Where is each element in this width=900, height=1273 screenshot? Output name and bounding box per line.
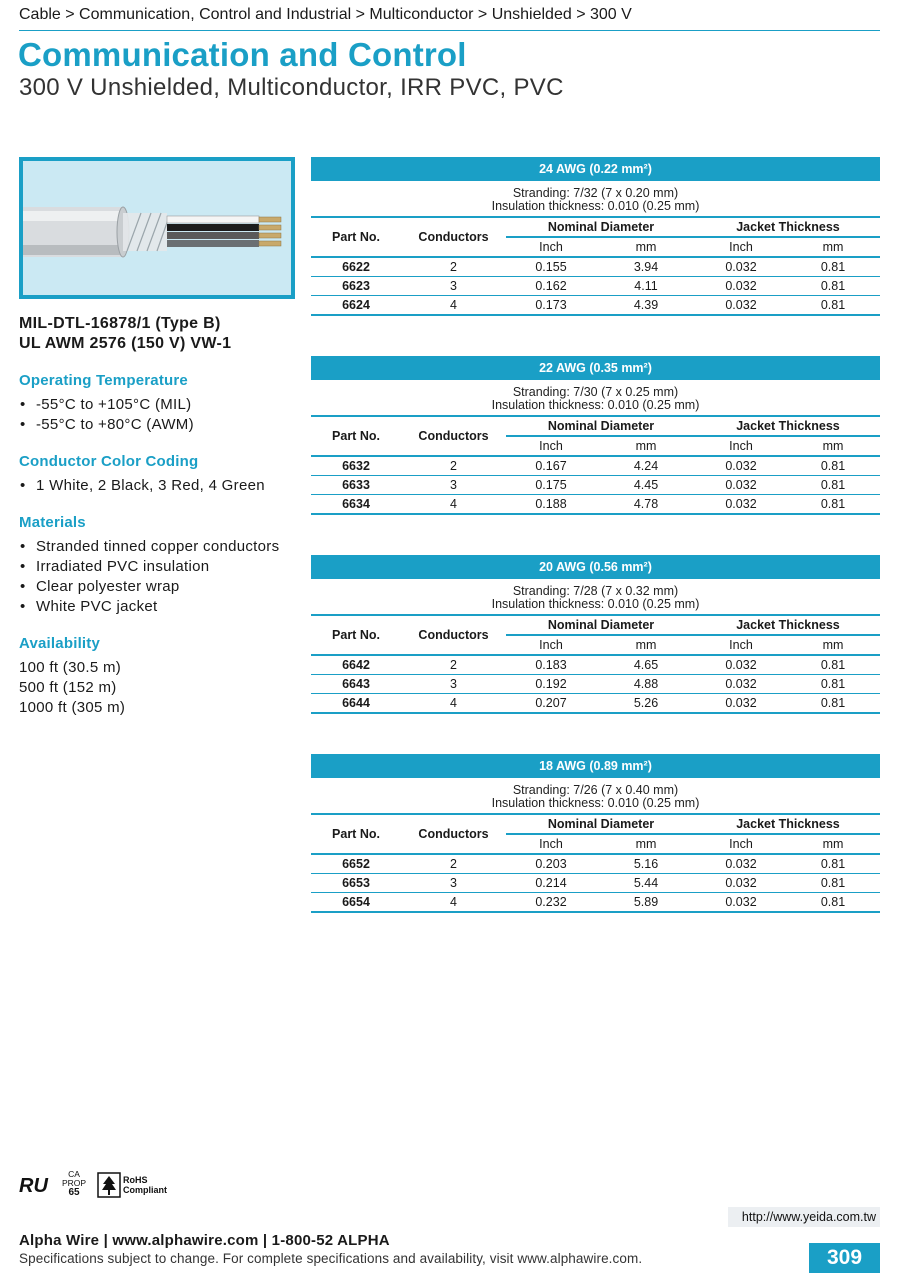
header-mm: mm — [822, 240, 844, 254]
spec-table — [311, 415, 880, 515]
table-cell: 0.032 — [696, 476, 786, 495]
table-cell: 0.032 — [696, 495, 786, 515]
table-cell: 0.032 — [696, 874, 786, 893]
part-number-cell: 6652 — [311, 854, 401, 874]
table-cell: 5.44 — [596, 874, 696, 893]
table-cell: 2 — [401, 854, 506, 874]
operating-temperature-list — [19, 395, 299, 435]
header-jacket-thickness: Jacket Thickness — [696, 416, 880, 436]
table-cell: 4 — [401, 296, 506, 316]
header-conductors: Conductors — [401, 814, 506, 854]
spec-mil: MIL-DTL-16878/1 (Type B) — [19, 315, 221, 332]
insulation-text: Insulation thickness: 0.010 (0.25 mm) — [491, 796, 700, 810]
list-item: • Irradiated PVC insulation — [19, 557, 299, 577]
header-part-no: Part No. — [311, 416, 401, 456]
table-cell: 0.203 — [506, 854, 596, 874]
table-cell: 3 — [401, 277, 506, 296]
table-cell: 4.88 — [596, 675, 696, 694]
svg-text:RU: RU — [19, 1175, 48, 1196]
table-cell: 4 — [401, 893, 506, 913]
operating-temperature-heading: Operating Temperature — [19, 372, 188, 389]
rohs-compliant-mark: RoHS Compliant — [97, 1172, 169, 1200]
table-cell: 0.81 — [786, 476, 880, 495]
table-cell: 0.81 — [786, 655, 880, 675]
header-mm: mm — [635, 638, 657, 652]
awg-table — [311, 754, 880, 913]
color-coding-list — [19, 476, 299, 496]
table-row — [311, 874, 880, 893]
table-cell: 0.81 — [786, 675, 880, 694]
table-cell: 3 — [401, 675, 506, 694]
spec-ul: UL AWM 2576 (150 V) VW-1 — [19, 335, 232, 352]
header-mm: mm — [635, 240, 657, 254]
table-cell: 0.175 — [506, 476, 596, 495]
spec-sidebar — [19, 314, 299, 718]
list-item: • -55°C to +80°C (AWM) — [19, 415, 299, 435]
table-row — [311, 476, 880, 495]
table-cell: 0.155 — [506, 257, 596, 277]
part-number-cell: 6632 — [311, 456, 401, 476]
spec-table — [311, 813, 880, 913]
list-item: • 1 White, 2 Black, 3 Red, 4 Green — [19, 476, 299, 496]
table-cell: 0.207 — [506, 694, 596, 714]
table-title: 24 AWG (0.22 mm²) — [311, 157, 880, 181]
table-note — [311, 380, 880, 415]
list-item: 1000 ft (305 m) — [19, 699, 126, 716]
list-item: 500 ft (152 m) — [19, 679, 117, 696]
stranding-text: Stranding: 7/30 (7 x 0.25 mm) — [512, 385, 679, 399]
table-note — [311, 778, 880, 813]
page-subtitle: 300 V Unshielded, Multiconductor, IRR PVC, PVC — [19, 74, 564, 101]
table-cell: 4.65 — [596, 655, 696, 675]
table-cell: 3 — [401, 476, 506, 495]
part-number-cell: 6653 — [311, 874, 401, 893]
table-cell: 4 — [401, 495, 506, 515]
header-mm: mm — [635, 439, 657, 453]
header-jacket-thickness: Jacket Thickness — [696, 615, 880, 635]
part-number-cell: 6634 — [311, 495, 401, 515]
footer-contact: Alpha Wire | www.alphawire.com | 1-800-52 ALPHA — [19, 1232, 390, 1249]
list-item: • -55°C to +105°C (MIL) — [19, 395, 299, 415]
awg-table — [311, 356, 880, 515]
table-row — [311, 655, 880, 675]
header-conductors: Conductors — [401, 416, 506, 456]
table-cell: 0.232 — [506, 893, 596, 913]
table-cell: 2 — [401, 257, 506, 277]
table-cell: 0.032 — [696, 655, 786, 675]
part-number-cell: 6623 — [311, 277, 401, 296]
header-part-no: Part No. — [311, 615, 401, 655]
table-cell: 0.192 — [506, 675, 596, 694]
header-nominal-diameter: Nominal Diameter — [506, 416, 696, 436]
table-cell: 5.16 — [596, 854, 696, 874]
header-inch: Inch — [539, 638, 563, 652]
table-row — [311, 675, 880, 694]
table-cell: 0.173 — [506, 296, 596, 316]
spec-tables — [311, 157, 880, 953]
header-mm: mm — [822, 638, 844, 652]
page-title: Communication and Control — [18, 36, 467, 73]
header-jacket-thickness: Jacket Thickness — [696, 814, 880, 834]
website-url-badge[interactable]: http://www.yeida.com.tw — [728, 1207, 880, 1227]
table-cell: 0.81 — [786, 854, 880, 874]
header-inch: Inch — [729, 837, 753, 851]
header-nominal-diameter: Nominal Diameter — [506, 615, 696, 635]
table-cell: 5.89 — [596, 893, 696, 913]
header-inch: Inch — [539, 240, 563, 254]
stranding-text: Stranding: 7/28 (7 x 0.32 mm) — [512, 584, 679, 598]
table-cell: 3.94 — [596, 257, 696, 277]
table-cell: 2 — [401, 456, 506, 476]
part-number-cell: 6633 — [311, 476, 401, 495]
table-cell: 0.81 — [786, 874, 880, 893]
table-title: 20 AWG (0.56 mm²) — [311, 555, 880, 579]
availability-list — [19, 658, 299, 718]
stranding-text: Stranding: 7/26 (7 x 0.40 mm) — [512, 783, 679, 797]
table-cell: 3 — [401, 874, 506, 893]
table-cell: 0.81 — [786, 495, 880, 515]
header-nominal-diameter: Nominal Diameter — [506, 217, 696, 237]
header-inch: Inch — [729, 638, 753, 652]
header-mm: mm — [635, 837, 657, 851]
header-conductors: Conductors — [401, 615, 506, 655]
table-cell: 5.26 — [596, 694, 696, 714]
ul-logo-icon — [19, 1174, 55, 1196]
header-jacket-thickness: Jacket Thickness — [696, 217, 880, 237]
color-coding-heading: Conductor Color Coding — [19, 453, 199, 470]
part-number-cell: 6622 — [311, 257, 401, 277]
table-cell: 4.78 — [596, 495, 696, 515]
table-cell: 0.032 — [696, 694, 786, 714]
table-cell: 2 — [401, 655, 506, 675]
table-row — [311, 257, 880, 277]
awg-table — [311, 555, 880, 714]
table-title: 22 AWG (0.35 mm²) — [311, 356, 880, 380]
list-item: • Stranded tinned copper conductors — [19, 537, 299, 557]
table-row — [311, 296, 880, 316]
table-note — [311, 579, 880, 614]
insulation-text: Insulation thickness: 0.010 (0.25 mm) — [491, 199, 700, 213]
header-nominal-diameter: Nominal Diameter — [506, 814, 696, 834]
table-cell: 0.032 — [696, 893, 786, 913]
table-cell: 0.032 — [696, 277, 786, 296]
header-part-no: Part No. — [311, 814, 401, 854]
table-cell: 0.032 — [696, 257, 786, 277]
table-cell: 0.214 — [506, 874, 596, 893]
part-number-cell: 6654 — [311, 893, 401, 913]
table-cell: 4.11 — [596, 277, 696, 296]
table-cell: 0.81 — [786, 277, 880, 296]
table-row — [311, 456, 880, 476]
list-item: 100 ft (30.5 m) — [19, 659, 122, 676]
table-row — [311, 495, 880, 515]
table-cell: 0.81 — [786, 694, 880, 714]
awg-table — [311, 157, 880, 316]
header-mm: mm — [822, 837, 844, 851]
table-cell: 0.032 — [696, 675, 786, 694]
table-cell: 0.188 — [506, 495, 596, 515]
table-row — [311, 277, 880, 296]
list-item: • Clear polyester wrap — [19, 577, 299, 597]
cable-image — [19, 157, 295, 299]
table-row — [311, 854, 880, 874]
table-cell: 0.162 — [506, 277, 596, 296]
part-number-cell: 6642 — [311, 655, 401, 675]
breadcrumb: Cable > Communication, Control and Industrial > Multiconductor > Unshielded > 300 V — [19, 6, 880, 31]
table-cell: 0.167 — [506, 456, 596, 476]
materials-heading: Materials — [19, 514, 86, 531]
header-inch: Inch — [539, 439, 563, 453]
table-cell: 0.032 — [696, 854, 786, 874]
table-row — [311, 694, 880, 714]
stranding-text: Stranding: 7/32 (7 x 0.20 mm) — [512, 186, 679, 200]
table-cell: 4 — [401, 694, 506, 714]
table-cell: 4.45 — [596, 476, 696, 495]
table-cell: 4.24 — [596, 456, 696, 476]
part-number-cell: 6644 — [311, 694, 401, 714]
part-number-cell: 6624 — [311, 296, 401, 316]
table-title: 18 AWG (0.89 mm²) — [311, 754, 880, 778]
page-number: 309 — [809, 1243, 880, 1273]
footer-disclaimer: Specifications subject to change. For complete specifications and availability, visit www.alphawire.com. — [19, 1251, 643, 1266]
ca-prop65-mark: CA PROP 65 — [61, 1169, 87, 1198]
table-cell: 0.81 — [786, 893, 880, 913]
header-conductors: Conductors — [401, 217, 506, 257]
table-note — [311, 181, 880, 216]
table-cell: 0.81 — [786, 296, 880, 316]
table-cell: 0.183 — [506, 655, 596, 675]
insulation-text: Insulation thickness: 0.010 (0.25 mm) — [491, 398, 700, 412]
table-cell: 4.39 — [596, 296, 696, 316]
rohs-tree-icon — [97, 1172, 121, 1198]
header-inch: Inch — [729, 439, 753, 453]
table-cell: 0.81 — [786, 257, 880, 277]
spec-table — [311, 216, 880, 316]
header-part-no: Part No. — [311, 217, 401, 257]
list-item: • White PVC jacket — [19, 597, 299, 617]
header-inch: Inch — [539, 837, 563, 851]
table-row — [311, 893, 880, 913]
table-cell: 0.032 — [696, 296, 786, 316]
header-mm: mm — [822, 439, 844, 453]
part-number-cell: 6643 — [311, 675, 401, 694]
table-cell: 0.81 — [786, 456, 880, 476]
table-cell: 0.032 — [696, 456, 786, 476]
header-inch: Inch — [729, 240, 753, 254]
spec-table — [311, 614, 880, 714]
availability-heading: Availability — [19, 635, 101, 652]
insulation-text: Insulation thickness: 0.010 (0.25 mm) — [491, 597, 700, 611]
materials-list — [19, 537, 299, 617]
cable-illustration — [23, 161, 291, 295]
